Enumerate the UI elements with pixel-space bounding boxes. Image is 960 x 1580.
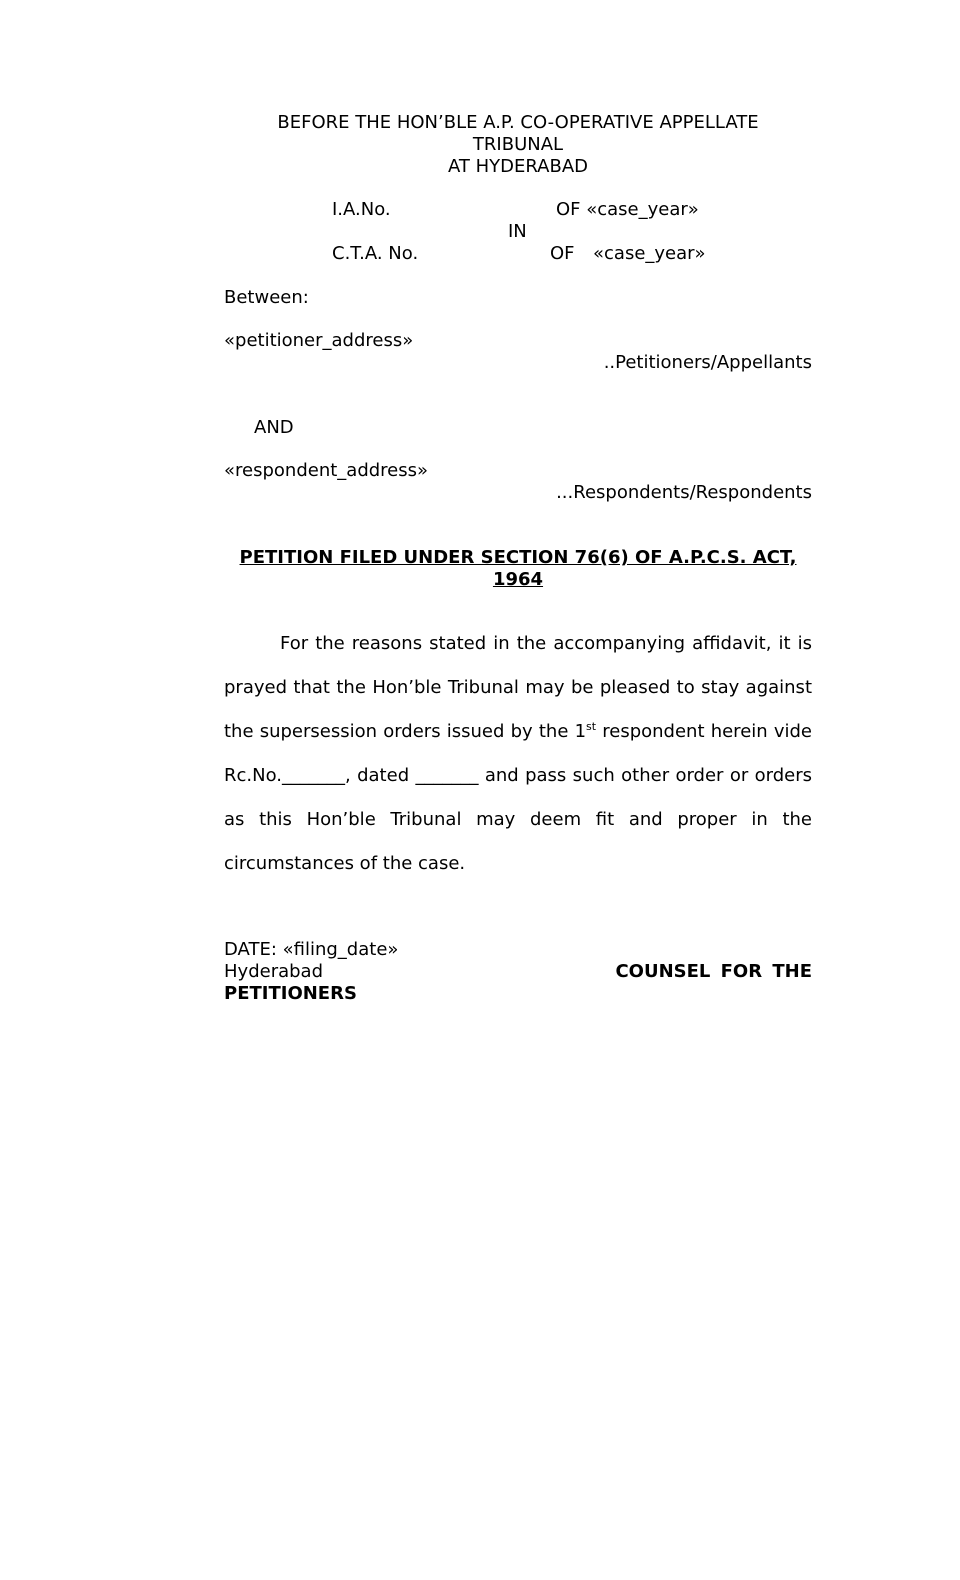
petitioner-role: ..Petitioners/Appellants: [603, 352, 812, 373]
prayer-text-part2: respondent herein vide Rc.No._______, dated _______ and pass such other order or orders as this Hon’ble Tribunal may deem fit and proper in the circumstances of the case.: [224, 721, 813, 874]
petitioner-address: «petitioner_address»: [224, 330, 414, 351]
petition-title: [224, 547, 812, 591]
respondent-address: «respondent_address»: [224, 460, 429, 481]
petition-title-line1: PETITION FILED UNDER SECTION 76(6) OF A.P.C.S. ACT,: [239, 547, 797, 568]
court-name-line2: TRIBUNAL: [472, 134, 564, 155]
counsel-signature-line1: COUNSEL FOR THE: [615, 961, 812, 982]
filing-place: Hyderabad: [224, 961, 323, 982]
respondent-role: ...Respondents/Respondents: [556, 482, 812, 503]
ia-case-year: OF «case_year»: [556, 199, 699, 220]
court-location: AT HYDERABAD: [447, 156, 588, 177]
counsel-signature-line2: PETITIONERS: [224, 983, 357, 1004]
prayer-text-part1: For the reasons stated in the accompanying affidavit, it is prayed that the Hon’ble Tribunal may be pleased to stay against the supersession orders issued by the 1: [224, 633, 812, 742]
between-label: Between:: [224, 287, 309, 308]
in-label: IN: [508, 221, 527, 242]
filing-date: DATE: «filing_date»: [224, 939, 399, 960]
ia-number-label: I.A.No.: [332, 199, 391, 220]
prayer-paragraph: [224, 622, 812, 886]
ordinal-superscript: st: [586, 720, 597, 733]
cta-case-year: «case_year»: [593, 243, 706, 264]
and-label: AND: [254, 417, 294, 438]
court-name-line1: BEFORE THE HON’BLE A.P. CO-OPERATIVE APPELLATE: [277, 112, 759, 133]
cta-of-label: OF: [550, 243, 575, 264]
cta-number-label: C.T.A. No.: [332, 243, 419, 264]
petition-title-line2: 1964: [492, 569, 544, 590]
